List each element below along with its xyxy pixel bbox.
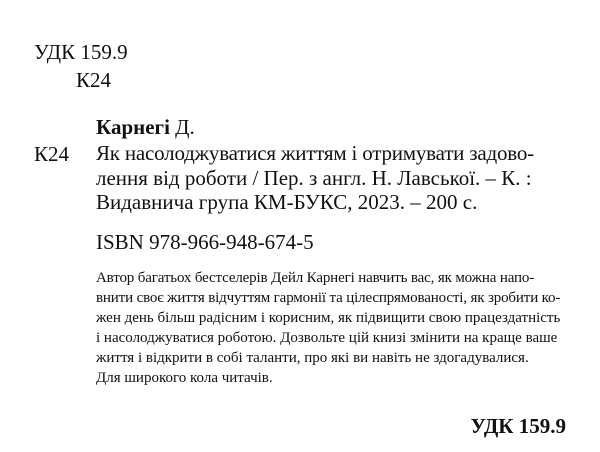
udk-code-bottom: УДК 159.9 bbox=[470, 414, 566, 438]
author-initial: Д. bbox=[169, 115, 195, 139]
title-line-2: лення від роботи / Пер. з англ. Н. Лавської. – К. : bbox=[96, 165, 532, 190]
isbn: ISBN 978-966-948-674-5 bbox=[96, 230, 314, 254]
annotation-line-4: і насолоджуватися роботою. Дозвольте цій книзі змінити на краще ваше bbox=[96, 330, 558, 346]
author-mark-side: К24 bbox=[34, 142, 70, 166]
annotation-line-1: Автор багатьох бестселерів Дейл Карнегі навчить вас, як можна напо- bbox=[96, 270, 535, 286]
udk-code-top: УДК 159.9 bbox=[34, 40, 128, 64]
annotation-line-6: Для широкого кола читачів. bbox=[96, 370, 273, 386]
annotation-line-5: життя і відкрити в собі таланти, про які ви навіть не здогадувалися. bbox=[96, 350, 529, 366]
author-line bbox=[96, 114, 195, 140]
title-line-1: Як насолоджуватися життям і отримувати задово- bbox=[96, 141, 534, 165]
title-line-3: Видавнича група КМ-БУКС, 2023. – 200 с. bbox=[96, 190, 478, 214]
annotation-line-3: жен день більш радісним і корисним, як підвищити свою працездатність bbox=[96, 310, 561, 326]
annotation-line-2: внити своє життя відчуттям гармонії та цілеспрямованості, як зробити ко- bbox=[96, 290, 561, 306]
author-mark-top: К24 bbox=[76, 68, 112, 92]
bibliographic-description bbox=[96, 141, 566, 215]
author-surname: Карнегі bbox=[96, 115, 170, 139]
annotation bbox=[96, 268, 566, 388]
